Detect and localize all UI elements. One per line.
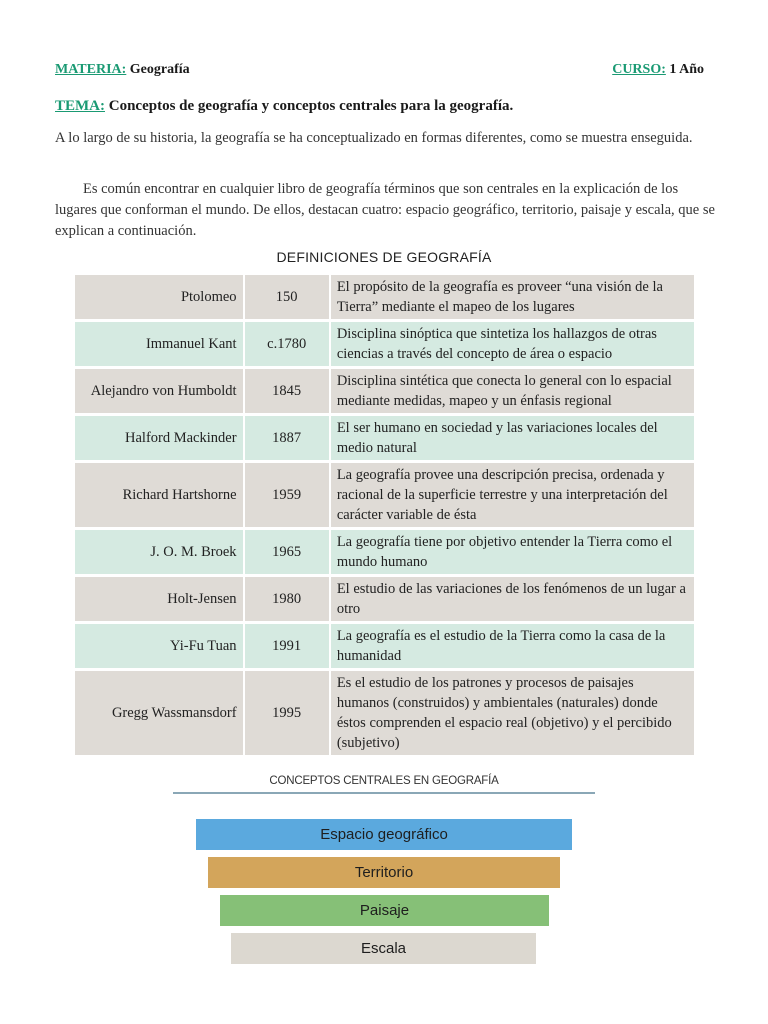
author-cell: Gregg Wassmansdorf (75, 671, 245, 755)
concepts-title: CONCEPTOS CENTRALES EN GEOGRAFÍA (269, 775, 499, 787)
materia-value: Geografía (129, 62, 190, 77)
author-cell: Halford Mackinder (75, 416, 245, 460)
concept-bar-territorio: Territorio (208, 857, 560, 888)
year-cell: 1991 (245, 624, 331, 668)
author-cell: Yi-Fu Tuan (75, 624, 245, 668)
concepts-divider (173, 792, 595, 794)
tema-label: TEMA: (55, 98, 105, 114)
year-cell: 1980 (245, 577, 331, 621)
table-row (75, 671, 694, 755)
year-cell: 1887 (245, 416, 331, 460)
curso-header (612, 62, 704, 78)
concepts-paragraph: Es común encontrar en cualquier libro de geografía términos que son centrales en la explicación de los lugares que conforman el mundo. De ellos, destacan cuatro: espacio geográfico, territorio, paisaje y escala, que se explican a continuación. (55, 181, 715, 239)
year-cell: 1965 (245, 530, 331, 574)
year-cell: 150 (245, 275, 331, 319)
materia-header (55, 62, 190, 78)
definition-cell: El ser humano en sociedad y las variaciones locales del medio natural (331, 416, 694, 460)
definition-cell: La geografía tiene por objetivo entender la Tierra como el mundo humano (331, 530, 694, 574)
definition-cell: El estudio de las variaciones de los fenómenos de un lugar a otro (331, 577, 694, 621)
tema-value: Conceptos de geografía y conceptos centrales para la geografía. (108, 98, 514, 114)
definitions-table (75, 272, 694, 758)
curso-label: CURSO: (612, 62, 666, 77)
concept-bar-espacio-geografico: Espacio geográfico (196, 819, 572, 850)
materia-label: MATERIA: (55, 62, 127, 77)
concept-bar-escala: Escala (231, 933, 536, 964)
definition-cell: La geografía es el estudio de la Tierra como la casa de la humanidad (331, 624, 694, 668)
definition-cell: Disciplina sinóptica que sintetiza los hallazgos de otras ciencias a través del concepto de área o espacio (331, 322, 694, 366)
definition-cell: Disciplina sintética que conecta lo general con lo espacial mediante medidas, mapeo y un énfasis regional (331, 369, 694, 413)
definition-cell: El propósito de la geografía es proveer “una visión de la Tierra” mediante el mapeo de los lugares (331, 275, 694, 319)
table-row (75, 530, 694, 574)
year-cell: 1845 (245, 369, 331, 413)
table-row (75, 624, 694, 668)
table-row (75, 577, 694, 621)
definition-cell: La geografía provee una descripción precisa, ordenada y racional de la superficie terrestre y una interpretación del carácter variable de ésta (331, 463, 694, 527)
curso-value: 1 Año (669, 62, 704, 77)
table-row (75, 369, 694, 413)
author-cell: Immanuel Kant (75, 322, 245, 366)
tema-header (55, 98, 513, 115)
year-cell: 1995 (245, 671, 331, 755)
author-cell: Alejandro von Humboldt (75, 369, 245, 413)
year-cell: 1959 (245, 463, 331, 527)
table-row (75, 463, 694, 527)
intro-paragraph: A lo largo de su historia, la geografía se ha conceptualizado en formas diferentes, como se muestra enseguida. (55, 130, 693, 146)
definitions-title: DEFINICIONES DE GEOGRAFÍA (276, 249, 492, 265)
concept-bar-paisaje: Paisaje (220, 895, 549, 926)
year-cell: c.1780 (245, 322, 331, 366)
definition-cell: Es el estudio de los patrones y procesos de paisajes humanos (construidos) y ambientales (naturales) donde éstos comprenden el espacio real (objetivo) y el percibido (subjetivo) (331, 671, 694, 755)
table-row (75, 322, 694, 366)
table-row (75, 416, 694, 460)
author-cell: Richard Hartshorne (75, 463, 245, 527)
table-row (75, 275, 694, 319)
author-cell: J. O. M. Broek (75, 530, 245, 574)
author-cell: Holt-Jensen (75, 577, 245, 621)
author-cell: Ptolomeo (75, 275, 245, 319)
